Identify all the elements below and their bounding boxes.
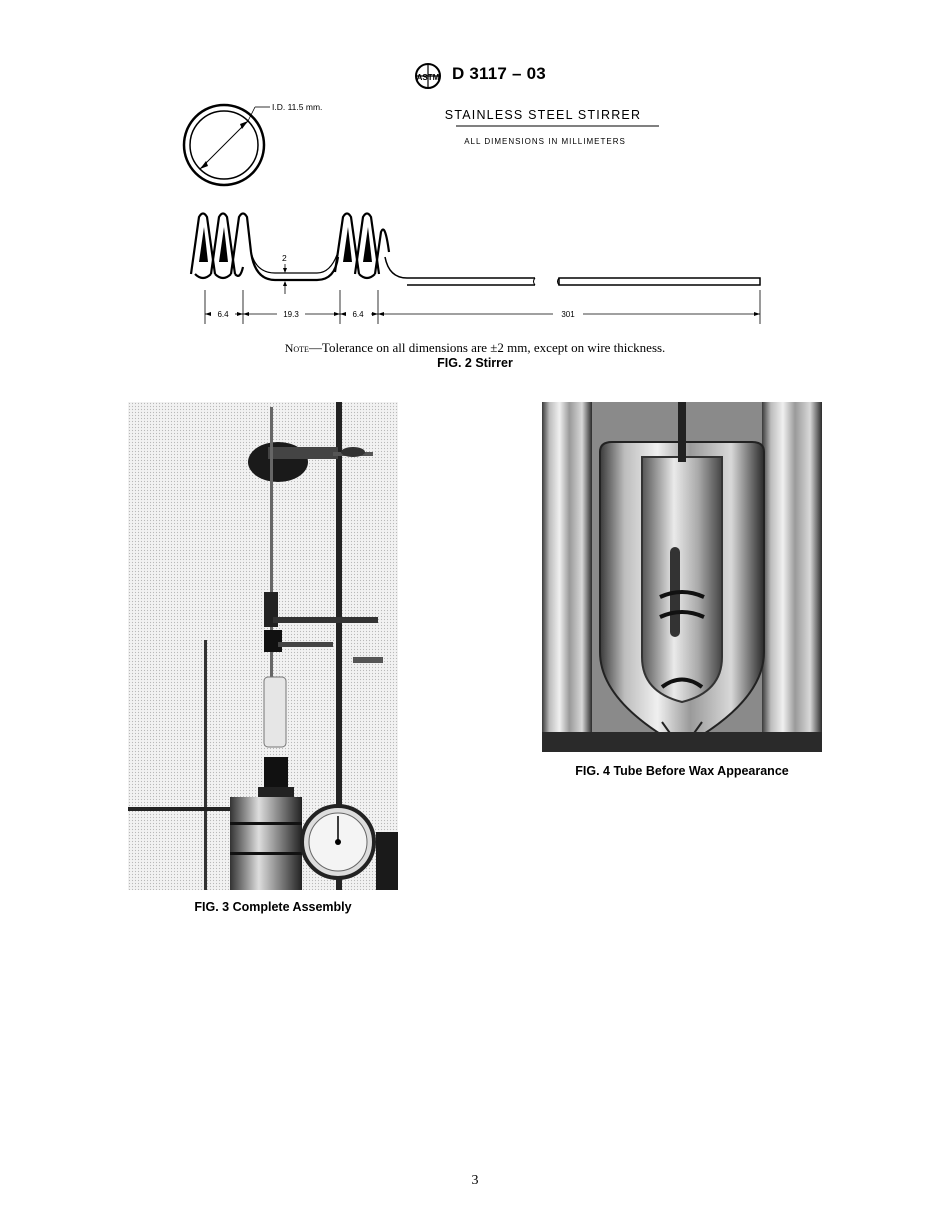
shaft-end-segment <box>559 278 760 285</box>
tube-photo <box>542 402 822 752</box>
coil-shade <box>363 227 372 262</box>
u-bend <box>251 252 338 280</box>
support-rod-left <box>204 640 207 890</box>
note-prefix: Note <box>284 341 309 355</box>
inner-tube <box>642 457 722 702</box>
u-bend-inner <box>251 252 338 273</box>
page-header <box>0 62 950 90</box>
inner-diameter-label: I.D. 11.5 mm. <box>272 102 323 112</box>
note-text: —Tolerance on all dimensions are ±2 mm, except on wire thickness. <box>308 340 666 355</box>
coil-shade <box>199 227 208 262</box>
left-coil <box>191 214 251 279</box>
astm-logo-icon <box>410 62 446 90</box>
shaft-top <box>385 257 535 278</box>
stirrer-subtitle: ALL DIMENSIONS IN MILLIMETERS <box>464 137 626 146</box>
dimension-d: 301 <box>561 310 575 319</box>
right-coil <box>335 214 389 279</box>
figure-note <box>0 340 950 356</box>
logo-text: ASTM <box>416 73 440 82</box>
coil-shade <box>343 227 352 262</box>
dimension-c: 6.4 <box>352 310 364 319</box>
page-number: 3 <box>471 1173 479 1188</box>
figure-4-caption: FIG. 4 Tube Before Wax Appearance <box>575 764 789 778</box>
test-tube <box>264 677 286 747</box>
cross-section-ring <box>184 102 322 185</box>
stirrer-title: STAINLESS STEEL STIRRER <box>444 108 642 122</box>
coil-shade <box>219 227 228 262</box>
stirrer-rod <box>678 402 686 462</box>
stirrer-drawing <box>175 92 775 337</box>
dimension-b: 19.3 <box>283 310 299 319</box>
shaft-break <box>534 278 536 285</box>
complete-assembly-photo <box>128 402 398 890</box>
cooling-bath <box>230 797 302 890</box>
dimension-a: 6.4 <box>217 310 229 319</box>
document-number: D 3117 – 03 <box>452 64 546 83</box>
figure-3-caption: FIG. 3 Complete Assembly <box>194 900 352 914</box>
figure-2-caption: FIG. 2 Stirrer <box>437 356 513 370</box>
lower-clamp <box>264 757 288 789</box>
dimension-height: 2 <box>282 253 287 263</box>
